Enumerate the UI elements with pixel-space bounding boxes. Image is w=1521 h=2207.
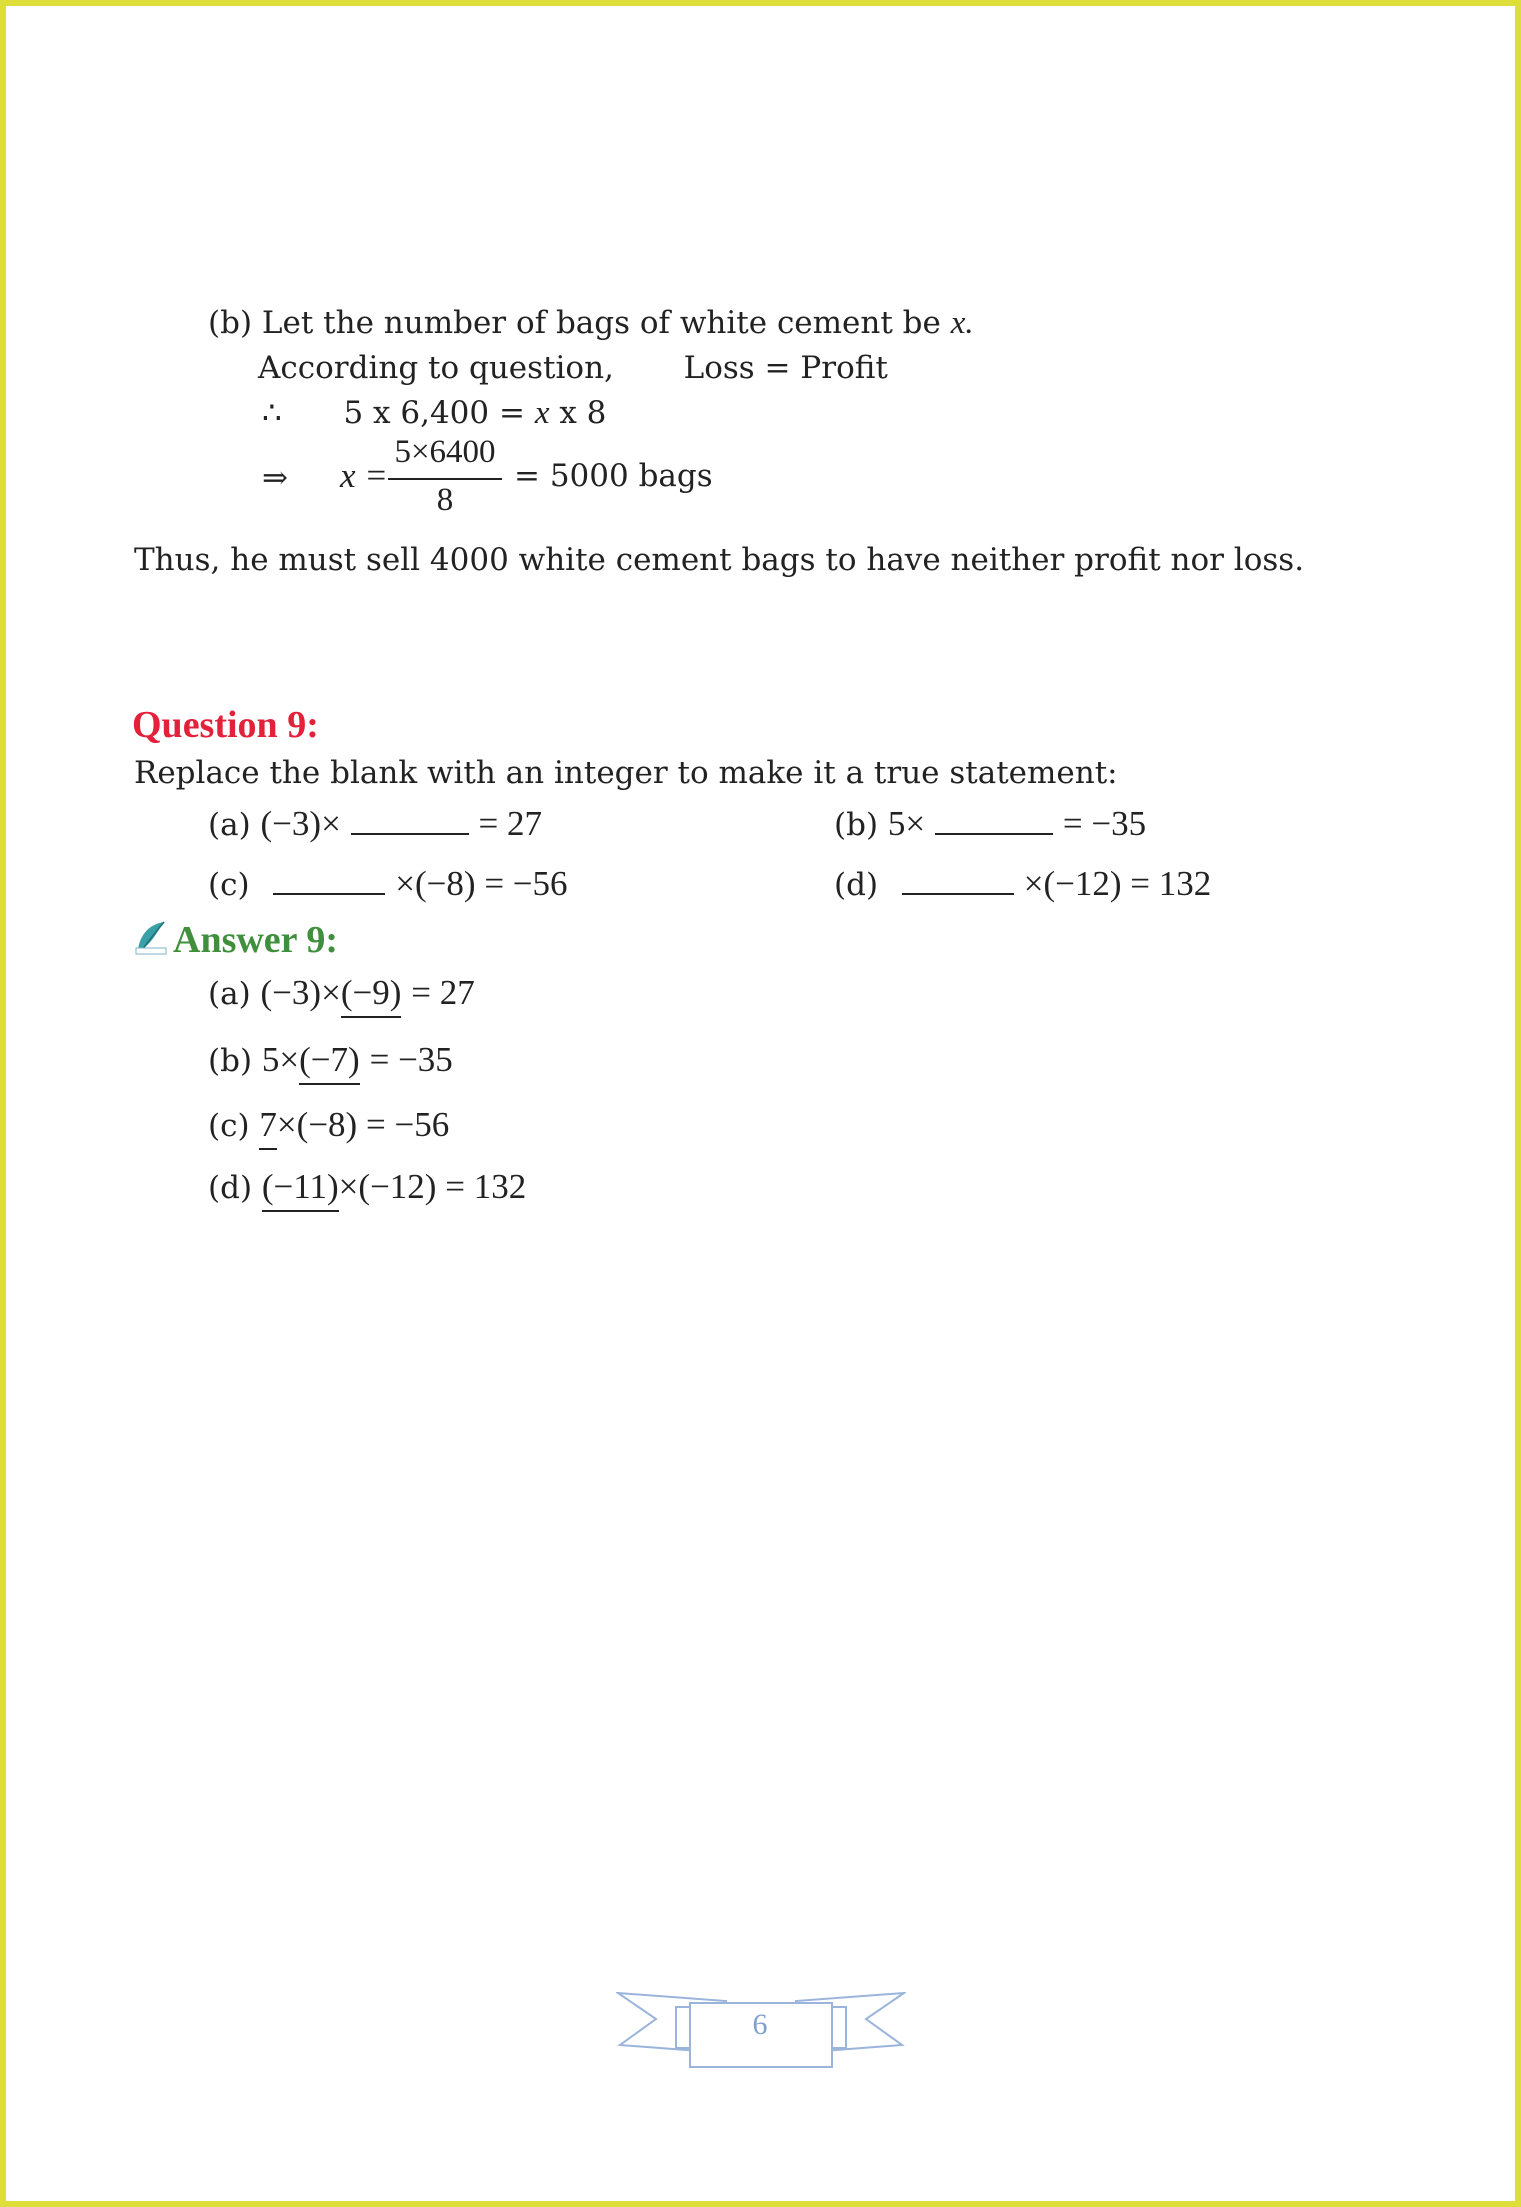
fraction-bar (388, 478, 502, 480)
blank-line (935, 803, 1053, 835)
item-left: (−3)× (260, 804, 341, 843)
variable-x: x (534, 395, 550, 431)
item-right: ×(−12) = 132 (1023, 864, 1212, 903)
equation-lhs: x = (340, 456, 388, 495)
item-left: 5× (887, 804, 926, 843)
item-post: ×(−12) = 132 (338, 1167, 527, 1206)
part-label: (b) (208, 305, 253, 341)
question-item-d (834, 863, 1211, 905)
question-prompt: Replace the blank with an integer to make it a true statement: (134, 755, 1118, 791)
answer-item-a (208, 973, 475, 1014)
implies-symbol: ⇒ (262, 460, 288, 496)
item-pre: (−3)× (260, 973, 341, 1012)
prev-answer-line-3 (262, 393, 606, 433)
equation-right: x 8 (559, 395, 607, 431)
item-right: ×(−8) = −56 (395, 864, 568, 903)
page-number: 6 (752, 2008, 768, 2041)
item-post: ×(−8) = −56 (276, 1105, 450, 1144)
prev-answer-line-2 (258, 348, 888, 388)
item-label: (a) (208, 976, 251, 1012)
loss-profit-text: Loss = Profit (683, 350, 888, 386)
prev-answer-line-1 (208, 303, 974, 343)
item-pre: 5× (261, 1040, 300, 1079)
item-label: (b) (208, 1043, 253, 1079)
item-label: (b) (834, 807, 879, 843)
item-label: (a) (208, 807, 251, 843)
blank-line (351, 803, 469, 835)
item-right: = −35 (1062, 804, 1147, 843)
conclusion-text: Thus, he must sell 4000 white cement bags to have neither profit nor loss. (134, 542, 1305, 578)
fraction-numerator: 5×6400 (394, 434, 496, 470)
item-label: (c) (208, 867, 250, 903)
item-label: (d) (208, 1170, 253, 1206)
item-label: (c) (208, 1108, 250, 1144)
answer-fill: (−11) (262, 1167, 339, 1212)
answer-heading: Answer 9: (173, 919, 339, 961)
line-text: Let the number of bags of white cement be (261, 305, 941, 341)
answer-logo-icon (134, 920, 168, 956)
question-item-a (208, 803, 542, 845)
question-item-b (834, 803, 1146, 845)
variable-x: x. (950, 305, 974, 341)
item-label: (d) (834, 867, 879, 903)
question-heading: Question 9: (132, 704, 319, 746)
therefore-symbol: ∴ (262, 395, 282, 431)
answer-fill: 7 (259, 1105, 277, 1150)
answer-fill: (−9) (341, 973, 402, 1018)
item-post: = 27 (411, 973, 475, 1012)
blank-line (902, 863, 1014, 895)
blank-line (273, 863, 385, 895)
answer-fill: (−7) (299, 1040, 360, 1085)
item-post: = −35 (369, 1040, 453, 1079)
according-text: According to question, (258, 350, 614, 386)
question-item-c (208, 863, 568, 905)
answer-item-b (208, 1040, 453, 1081)
answer-item-d (208, 1167, 526, 1208)
fraction-denominator: 8 (436, 482, 454, 518)
item-right: = 27 (478, 804, 543, 843)
equation-left: 5 x 6,400 = (343, 395, 525, 431)
equation-result: = 5000 bags (514, 458, 713, 494)
answer-item-c (208, 1105, 449, 1146)
